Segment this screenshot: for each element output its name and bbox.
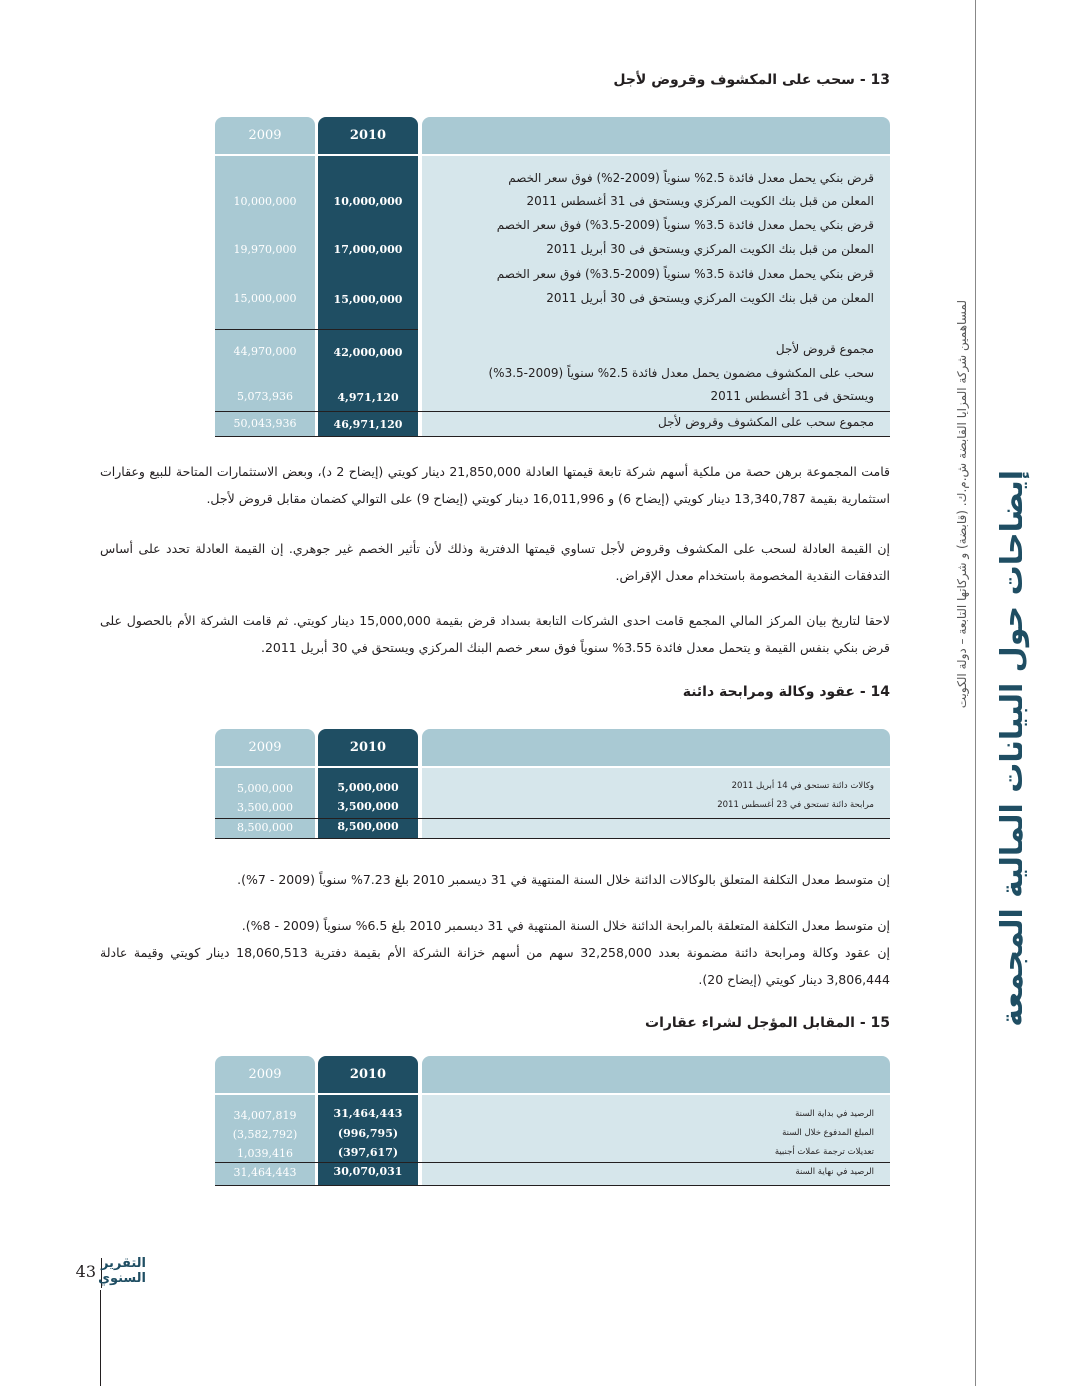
fx-adjustments-2010: (397,617) xyxy=(337,1146,399,1159)
total-loans-2010: 42,000,000 xyxy=(333,346,403,359)
fx-adjustments-label: تعديلات ترجمة عملات أجنبية xyxy=(774,1147,874,1157)
wakala-label: وكالات دائنة تستحق في 14 أبريل 2011 xyxy=(731,781,874,791)
grand-total-label: مجموع سحب على المكشوف وقروض لأجل xyxy=(658,415,874,429)
section-14-title: 14 - عقود وكالة ومرابحة دائنة xyxy=(682,684,890,700)
loan-1-2010: 10,000,000 xyxy=(333,195,403,208)
overdraft-line-2: ويستحق فى 31 أغسطس 2011 xyxy=(710,389,874,403)
section-15-table xyxy=(215,1056,890,1186)
header-year-2010: 2010 xyxy=(318,1056,418,1093)
closing-balance-2010: 30,070,031 xyxy=(333,1165,403,1178)
side-rule xyxy=(975,0,976,1386)
grand-total-rule-top xyxy=(215,411,890,412)
section-13-table xyxy=(215,117,890,437)
loan-1-2009: 10,000,000 xyxy=(233,195,297,208)
loan-2-2009: 19,970,000 xyxy=(233,243,297,256)
murabaha-2010: 3,500,000 xyxy=(337,800,399,813)
section-14-paragraph-1: إن متوسط معدل التكلفة المتعلق بالوكالات الدائنة خلال السنة المنتهية في 31 ديسمبر 2010 بلغ 7.23% سنوياً (2009 - 7%). xyxy=(237,872,890,887)
section-15-title: 15 - المقابل المؤجل لشراء عقارات xyxy=(645,1015,890,1031)
header-year-2010: 2010 xyxy=(318,117,418,154)
paid-label: المبلغ المدفوع خلال السنة xyxy=(782,1128,874,1138)
total-rule-top xyxy=(215,1162,890,1163)
loan-3-2010: 15,000,000 xyxy=(333,293,403,306)
overdraft-2010: 4,971,120 xyxy=(337,391,399,404)
loan-2-2010: 17,000,000 xyxy=(333,243,403,256)
header-year-2009: 2009 xyxy=(215,729,315,766)
total-rule-bottom xyxy=(215,838,890,839)
page-left-rule xyxy=(100,1290,101,1386)
murabaha-label: مرابحة دائنة تستحق في 23 أغسطس 2011 xyxy=(717,800,874,810)
header-year-2010: 2010 xyxy=(318,729,418,766)
side-title: إيضاحات حول البيانات المالية المجمعة xyxy=(995,470,1030,1027)
closing-balance-2009: 31,464,443 xyxy=(233,1166,297,1179)
overdraft-line-1: سحب على المكشوف مضمون يحمل معدل فائدة 2.5% سنوياً (2009-3.5%) xyxy=(488,366,874,380)
header-description xyxy=(422,117,890,154)
header-description xyxy=(422,729,890,766)
header-description xyxy=(422,1056,890,1093)
total-2010: 8,500,000 xyxy=(337,820,399,833)
loan-3-2009: 15,000,000 xyxy=(233,292,297,305)
overdraft-2009: 5,073,936 xyxy=(237,390,293,403)
total-rule-top xyxy=(215,818,890,819)
wakala-2010: 5,000,000 xyxy=(337,781,399,794)
section-14-paragraph-3: إن عقود وكالة ومرابحة دائنة مضمونة بعدد 32,258,000 سهم من أسهم خزانة الشركة الأم بقيمة دفترية 18,060,513 دينار كويتي وقيمة عادلة 3,806,444 دينار كويتي (إيضاح 20). xyxy=(100,945,890,987)
total-rule-bottom xyxy=(215,1185,890,1186)
section-13-paragraph-1: قامت المجموعة برهن حصة من ملكية أسهم شركة تابعة قيمتها العادلة 21,850,000 دينار كويتي (إيضاح 2 د)، وبعض الاستثمارات المتاحة للبيع وعقارات استثمارية بقيمة 13,340,787 دينار كويتي (إيضاح 6) و 16,011,996 دينار كويتي (إيضاح 9) على التوالي كضمان مقابل قروض لأجل. xyxy=(100,464,890,506)
paid-2010: (996,795) xyxy=(337,1127,399,1140)
loan-3-line-1: قرض بنكي يحمل معدل فائدة 3.5% سنوياً (2009-3.5%) فوق سعر الخصم xyxy=(496,267,874,281)
subtotal-rule xyxy=(215,329,418,330)
loan-1-line-2: المعلن من قبل بنك الكويت المركزي ويستحق فى 31 أغسطس 2011 xyxy=(526,194,874,208)
section-14-table xyxy=(215,729,890,839)
total-loans-2009: 44,970,000 xyxy=(233,345,297,358)
page-number: 43 xyxy=(75,1262,96,1281)
loan-2-line-1: قرض بنكي يحمل معدل فائدة 3.5% سنوياً (2009-3.5%) فوق سعر الخصم xyxy=(496,218,874,232)
loan-3-line-2: المعلن من قبل بنك الكويت المركزي ويستحق فى 30 أبريل 2011 xyxy=(546,291,874,305)
opening-balance-label: الرصيد في بداية السنة xyxy=(795,1109,874,1119)
section-14-paragraph-2: إن متوسط معدل التكلفة المتعلقة بالمرابحة الدائنة خلال السنة المنتهية في 31 ديسمبر 2010 بلغ 6.5% سنوياً (2009 - 8%). xyxy=(241,918,890,933)
wakala-2009: 5,000,000 xyxy=(237,782,293,795)
header-year-2009: 2009 xyxy=(215,117,315,154)
grand-total-2009: 50,043,936 xyxy=(233,417,297,430)
loan-2-line-2: المعلن من قبل بنك الكويت المركزي ويستحق فى 30 أبريل 2011 xyxy=(546,242,874,256)
loan-1-line-1: قرض بنكي يحمل معدل فائدة 2.5% سنوياً (2009-2%) فوق سعر الخصم xyxy=(508,171,874,185)
section-13-title: 13 - سحب على المكشوف وقروض لأجل xyxy=(613,72,890,88)
annual-report-logo: التقرير السنوي xyxy=(98,1256,146,1286)
paid-2009: (3,582,792) xyxy=(232,1128,298,1141)
fx-adjustments-2009: 1,039,416 xyxy=(237,1147,293,1160)
header-year-2009: 2009 xyxy=(215,1056,315,1093)
total-loans-label: مجموع قروض لأجل xyxy=(775,342,874,356)
opening-balance-2009: 34,007,819 xyxy=(233,1109,297,1122)
side-subtitle: لمساهمين شركة المزايا القابضة ش.م.ك. (قابضة) و شركاتها التابعة – دولة الكويت xyxy=(955,300,969,709)
opening-balance-2010: 31,464,443 xyxy=(333,1107,403,1120)
murabaha-2009: 3,500,000 xyxy=(237,801,293,814)
grand-total-rule-bottom xyxy=(215,436,890,437)
closing-balance-label: الرصيد في نهاية السنة xyxy=(795,1167,874,1177)
section-13-paragraph-2: إن القيمة العادلة لسحب على المكشوف وقروض لأجل تساوي قيمتها الدفترية وذلك لأن تأثير الخصم غير جوهري. إن القيمة العادلة تحدد على أساس التدفقات النقدية المخصومة باستخدام معدل الإقراض. xyxy=(100,541,890,583)
section-13-paragraph-3: لاحقا لتاريخ بيان المركز المالي المجمع قامت احدى الشركات التابعة بسداد قرض بقيمة 15,000,000 دينار كويتي. ثم قامت الشركة الأم بالحصول على قرض بنكي بنفس القيمة و يتحمل معدل فائدة 3.55% سنوياً فوق سعر خصم البنك المركزي ويستحق في 30 أبريل 2011. xyxy=(100,613,891,655)
total-2009: 8,500,000 xyxy=(237,821,293,834)
grand-total-2010: 46,971,120 xyxy=(333,418,403,431)
